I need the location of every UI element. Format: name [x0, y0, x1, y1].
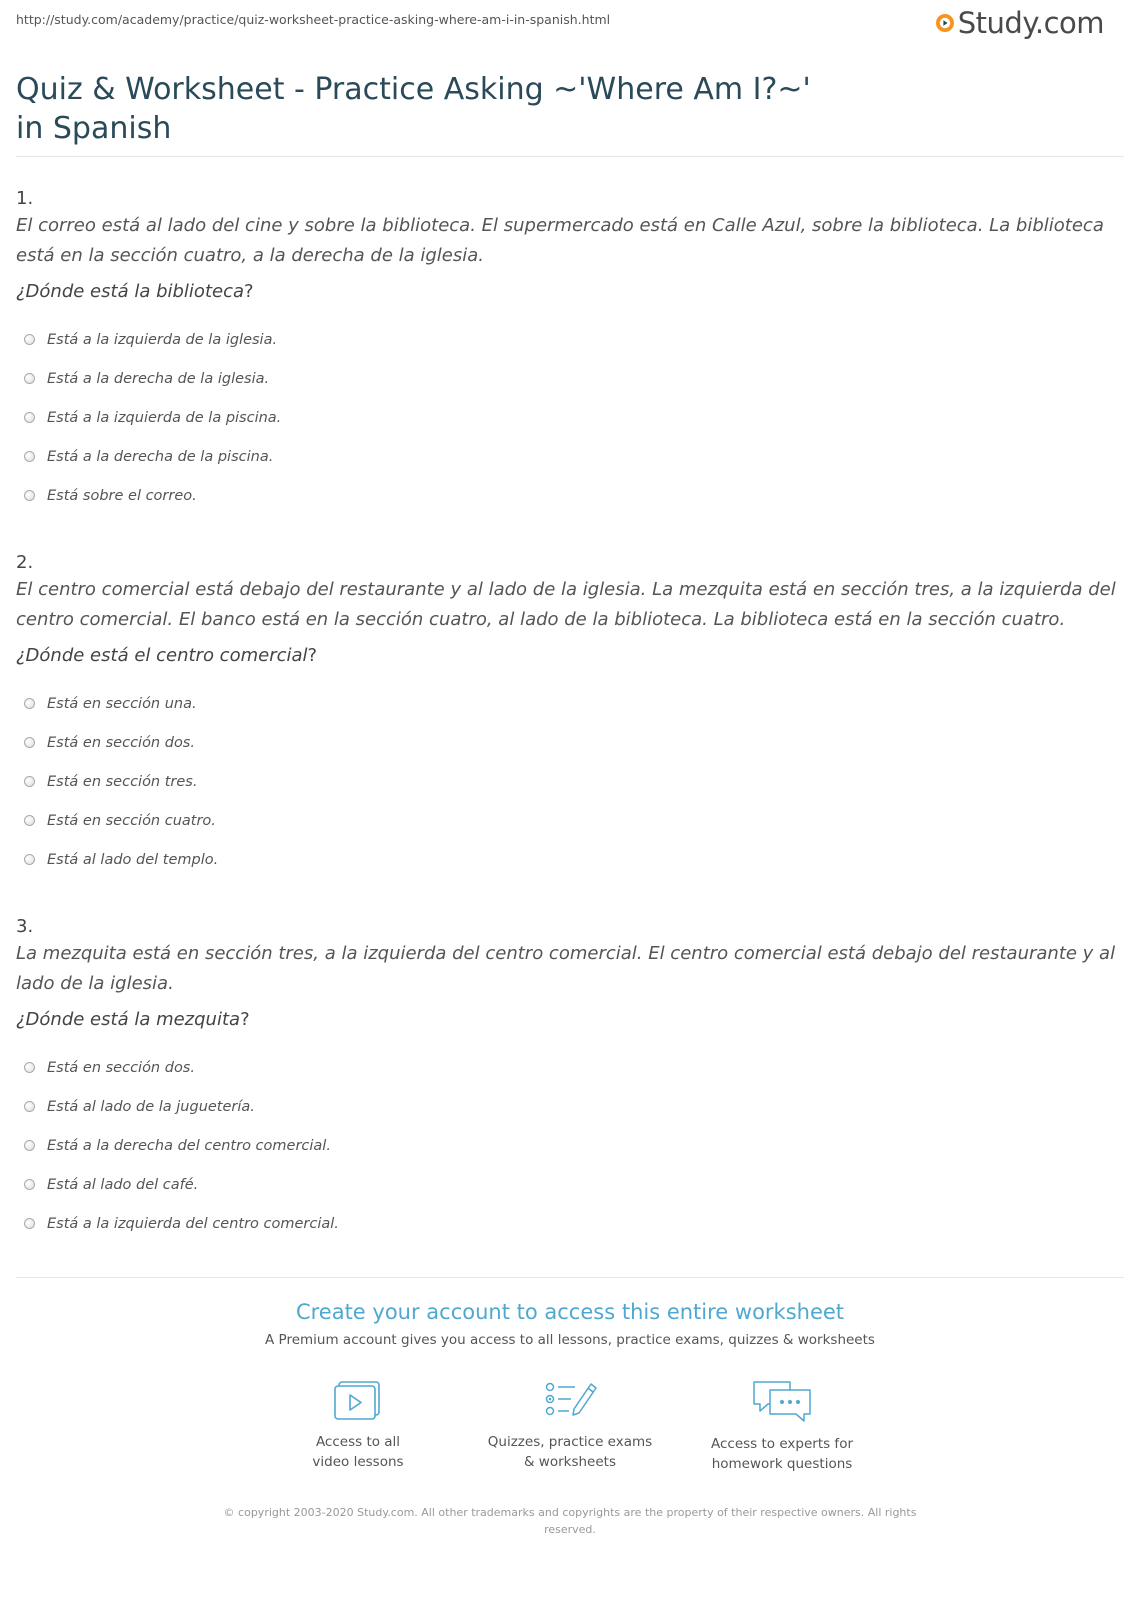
logo-text: Study.com — [957, 6, 1104, 40]
feature-label-line: homework questions — [711, 1456, 853, 1472]
radio-button[interactable] — [24, 737, 35, 748]
answer-option[interactable] — [16, 1204, 1124, 1243]
radio-button[interactable] — [24, 451, 35, 462]
answer-options — [16, 684, 1124, 879]
option-label: Está en sección dos. — [47, 1059, 195, 1076]
question-1 — [16, 188, 1124, 515]
option-label: Está al lado de la juguetería. — [47, 1098, 255, 1115]
video-play-icon — [331, 1378, 385, 1422]
radio-button[interactable] — [24, 1140, 35, 1151]
answer-option[interactable] — [16, 1048, 1124, 1087]
answer-options — [16, 1048, 1124, 1243]
radio-button[interactable] — [24, 412, 35, 423]
prompt-text: ¿Dónde está la biblioteca — [16, 281, 244, 302]
feature-label-line: video lessons — [312, 1454, 404, 1470]
answer-option[interactable] — [16, 437, 1124, 476]
radio-button[interactable] — [24, 334, 35, 345]
quiz-checklist-icon — [541, 1378, 599, 1422]
option-label: Está a la izquierda del centro comercial. — [47, 1215, 339, 1232]
feature-label-line: Access to all — [315, 1434, 401, 1450]
answer-option[interactable] — [16, 801, 1124, 840]
feature-label-line: & worksheets — [523, 1454, 616, 1470]
question-prompt — [16, 1009, 1124, 1030]
option-label: Está sobre el correo. — [47, 487, 197, 504]
radio-button[interactable] — [24, 373, 35, 384]
radio-button[interactable] — [24, 1062, 35, 1073]
feature-list — [16, 1378, 1124, 1474]
answer-option[interactable] — [16, 1165, 1124, 1204]
prompt-mark: ? — [244, 281, 254, 302]
answer-option[interactable] — [16, 476, 1124, 515]
chat-bubbles-icon — [750, 1378, 814, 1424]
radio-button[interactable] — [24, 490, 35, 501]
prompt-mark: ? — [240, 1009, 250, 1030]
radio-button[interactable] — [24, 1218, 35, 1229]
answer-option[interactable] — [16, 723, 1124, 762]
page-url: http://study.com/academy/practice/quiz-worksheet-practice-asking-where-am-i-in-spanish.html — [16, 12, 611, 27]
question-text: La mezquita está en sección tres, a la izquierda del centro comercial. El centro comercial está debajo del restaurante y al lado de la iglesia. — [16, 943, 1116, 994]
option-label: Está a la derecha de la piscina. — [47, 448, 274, 465]
answer-option[interactable] — [16, 1126, 1124, 1165]
title-divider — [16, 156, 1124, 157]
study-logo[interactable] — [935, 6, 1104, 40]
feature-label — [682, 1434, 882, 1474]
question-number: 1. — [16, 188, 34, 209]
answer-option[interactable] — [16, 684, 1124, 723]
radio-button[interactable] — [24, 854, 35, 865]
copyright-footer: © copyright 2003-2020 Study.com. All other trademarks and copyrights are the property of their respective owners. All rights reserved. — [223, 1506, 917, 1536]
feature-video-lessons — [258, 1378, 458, 1474]
question-number: 2. — [16, 552, 34, 573]
answer-options — [16, 320, 1124, 515]
radio-button[interactable] — [24, 1179, 35, 1190]
worksheet-page — [16, 0, 1124, 1610]
prompt-text: ¿Dónde está la mezquita — [16, 1009, 241, 1030]
option-label: Está a la derecha de la iglesia. — [47, 370, 270, 387]
question-3 — [16, 916, 1124, 1243]
radio-button[interactable] — [24, 815, 35, 826]
prompt-mark: ? — [307, 645, 318, 666]
question-text: El correo está al lado del cine y sobre la biblioteca. El supermercado está en Calle Azul, sobre la biblioteca. La biblioteca está en la sección cuatro, a la derecha de la iglesia. — [16, 215, 1104, 266]
cta-title[interactable]: Create your account to access this entire worksheet — [295, 1300, 845, 1324]
option-label: Está a la izquierda de la piscina. — [47, 409, 282, 426]
top-bar — [16, 0, 1124, 60]
play-circle-icon — [935, 13, 955, 33]
prompt-text: ¿Dónde está el centro comercial — [16, 645, 308, 666]
feature-experts — [682, 1378, 882, 1474]
signup-cta — [16, 1300, 1124, 1474]
feature-label — [258, 1432, 458, 1472]
answer-option[interactable] — [16, 840, 1124, 879]
option-label: Está a la izquierda de la iglesia. — [47, 331, 278, 348]
option-label: Está en sección una. — [47, 695, 197, 712]
option-label: Está en sección tres. — [47, 773, 198, 790]
feature-label-line: Quizzes, practice exams — [487, 1434, 653, 1450]
feature-label — [470, 1432, 670, 1472]
option-label: Está en sección cuatro. — [47, 812, 216, 829]
option-label: Está al lado del café. — [47, 1176, 199, 1193]
page-title: Quiz & Worksheet - Practice Asking ~'Where Am I?~' in Spanish — [16, 72, 811, 146]
question-text: El centro comercial está debajo del restaurante y al lado de la iglesia. La mezquita está en sección tres, a la izquierda del centro comercial. El banco está en la sección cuatro, al lado de la biblioteca. La biblioteca está en la sección cuatro. — [16, 579, 1116, 630]
question-prompt — [16, 281, 1124, 302]
cta-subtitle: A Premium account gives you access to all lessons, practice exams, quizzes & worksheets — [265, 1332, 875, 1348]
answer-option[interactable] — [16, 320, 1124, 359]
answer-option[interactable] — [16, 1087, 1124, 1126]
radio-button[interactable] — [24, 776, 35, 787]
answer-option[interactable] — [16, 762, 1124, 801]
option-label: Está al lado del templo. — [47, 851, 219, 868]
question-number: 3. — [16, 916, 34, 937]
question-2 — [16, 552, 1124, 879]
option-label: Está a la derecha del centro comercial. — [47, 1137, 331, 1154]
cta-divider — [16, 1277, 1124, 1278]
answer-option[interactable] — [16, 359, 1124, 398]
feature-label-line: Access to experts for — [710, 1436, 853, 1452]
feature-quizzes — [470, 1378, 670, 1474]
radio-button[interactable] — [24, 1101, 35, 1112]
option-label: Está en sección dos. — [47, 734, 195, 751]
radio-button[interactable] — [24, 698, 35, 709]
answer-option[interactable] — [16, 398, 1124, 437]
question-prompt — [16, 645, 1124, 666]
